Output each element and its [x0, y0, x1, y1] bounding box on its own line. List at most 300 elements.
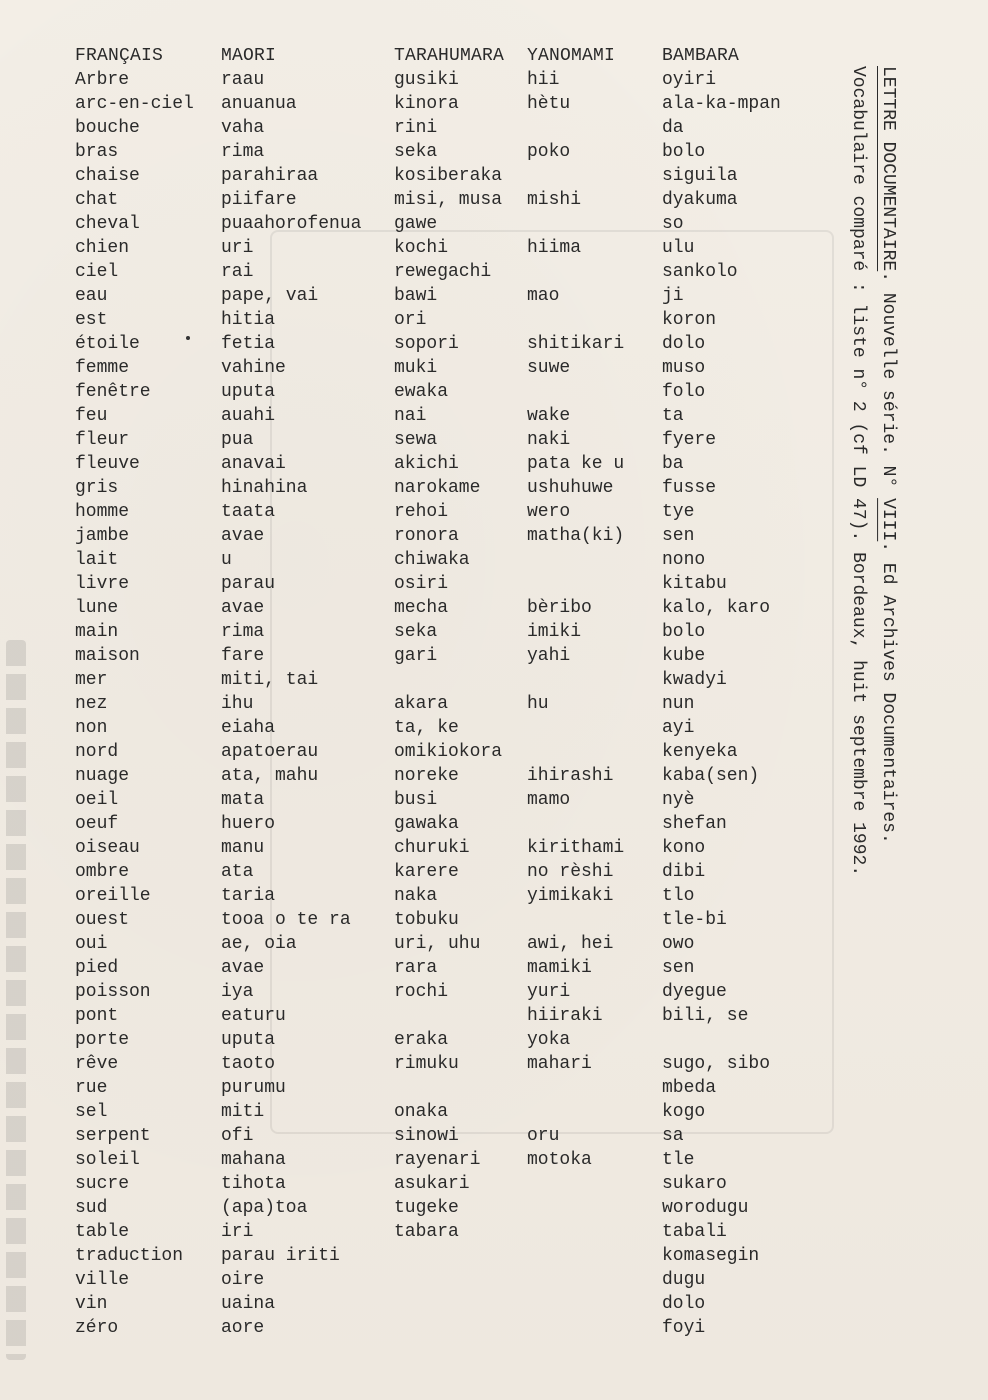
cell-maori: pua — [221, 430, 254, 450]
table-row — [72, 836, 812, 860]
cell-bambara: dyakuma — [662, 190, 738, 210]
cell-yanomami: motoka — [527, 1150, 592, 1170]
cell-bambara: koron — [662, 310, 717, 330]
cell-maori: uputa — [221, 382, 276, 402]
cell-francais: ombre — [75, 862, 130, 882]
cell-francais: nord — [75, 742, 119, 762]
issue-number: VIII — [878, 498, 898, 542]
cell-tarahumara: kinora — [394, 94, 459, 114]
cell-francais: bras — [75, 142, 119, 162]
cell-tarahumara: rochi — [394, 982, 449, 1002]
cell-tarahumara: rayenari — [394, 1150, 481, 1170]
cell-maori: auahi — [221, 406, 276, 426]
table-row — [72, 1004, 812, 1028]
cell-bambara: owo — [662, 934, 695, 954]
cell-bambara: ba — [662, 454, 684, 474]
cell-bambara: muso — [662, 358, 706, 378]
cell-tarahumara: gusiki — [394, 70, 459, 90]
cell-maori: eiaha — [221, 718, 276, 738]
table-row — [72, 116, 812, 140]
cell-francais: chat — [75, 190, 119, 210]
cell-francais: eau — [75, 286, 108, 306]
cell-yanomami: imiki — [527, 622, 582, 642]
cell-francais: bouche — [75, 118, 140, 138]
cell-bambara: sankolo — [662, 262, 738, 282]
table-row — [72, 332, 812, 356]
cell-tarahumara: rimuku — [394, 1054, 459, 1074]
cell-yanomami: mao — [527, 286, 560, 306]
table-row — [72, 572, 812, 596]
cell-maori: iya — [221, 982, 254, 1002]
cell-tarahumara: busi — [394, 790, 438, 810]
cell-francais: arc-en-ciel — [75, 94, 194, 114]
cell-bambara: worodugu — [662, 1198, 749, 1218]
lettre-documentaire-title: LETTRE DOCUMENTAIRE — [878, 66, 898, 272]
cell-francais: livre — [75, 574, 130, 594]
table-row — [72, 308, 812, 332]
side-caption — [840, 66, 900, 996]
table-row — [72, 692, 812, 716]
cell-tarahumara: akara — [394, 694, 449, 714]
cell-tarahumara: ori — [394, 310, 427, 330]
table-row — [72, 284, 812, 308]
cell-maori: avae — [221, 526, 265, 546]
cell-maori: pape, vai — [221, 286, 319, 306]
cell-bambara: tabali — [662, 1222, 727, 1242]
table-row — [72, 1100, 812, 1124]
cell-maori: raau — [221, 70, 265, 90]
cell-francais: rue — [75, 1078, 108, 1098]
table-row — [72, 164, 812, 188]
cell-bambara: tlo — [662, 886, 695, 906]
cell-yanomami: naki — [527, 430, 571, 450]
table-row — [72, 236, 812, 260]
cell-bambara: tye — [662, 502, 695, 522]
cell-maori: puaahorofenua — [221, 214, 362, 234]
cell-yanomami: yahi — [527, 646, 571, 666]
cell-bambara: sugo, sibo — [662, 1054, 771, 1074]
table-row — [72, 620, 812, 644]
cell-bambara: da — [662, 118, 684, 138]
cell-tarahumara: eraka — [394, 1030, 449, 1050]
vocabulary-table — [72, 44, 812, 1340]
cell-bambara: bolo — [662, 142, 706, 162]
cell-francais: jambe — [75, 526, 130, 546]
table-row — [72, 1028, 812, 1052]
cell-francais: vin — [75, 1294, 108, 1314]
cell-tarahumara: onaka — [394, 1102, 449, 1122]
cell-yanomami: suwe — [527, 358, 571, 378]
cell-yanomami: yimikaki — [527, 886, 614, 906]
table-row — [72, 812, 812, 836]
cell-maori: tihota — [221, 1174, 286, 1194]
cell-bambara: shefan — [662, 814, 727, 834]
table-row — [72, 1052, 812, 1076]
cell-maori: vahine — [221, 358, 286, 378]
cell-tarahumara: naka — [394, 886, 438, 906]
cell-maori: avae — [221, 598, 265, 618]
cell-tarahumara: ronora — [394, 526, 459, 546]
cell-maori: parahiraa — [221, 166, 319, 186]
cell-tarahumara: sopori — [394, 334, 459, 354]
cell-tarahumara: tugeke — [394, 1198, 459, 1218]
table-row — [72, 404, 812, 428]
cell-francais: fleur — [75, 430, 130, 450]
cell-yanomami: wake — [527, 406, 571, 426]
cell-francais: femme — [75, 358, 130, 378]
cell-bambara: dugu — [662, 1270, 706, 1290]
cell-yanomami: pata ke u — [527, 454, 625, 474]
cell-maori: uri — [221, 238, 254, 258]
cell-bambara: dolo — [662, 1294, 706, 1314]
cell-francais: sud — [75, 1198, 108, 1218]
table-row — [72, 452, 812, 476]
cell-maori: hitia — [221, 310, 276, 330]
cell-maori: mata — [221, 790, 265, 810]
cell-maori: hinahina — [221, 478, 308, 498]
cell-maori: fetia — [221, 334, 276, 354]
cell-yanomami: yoka — [527, 1030, 571, 1050]
publisher-text: . Ed Archives Documentaires. — [878, 541, 898, 844]
header-maori: MAORI — [221, 46, 277, 66]
cell-tarahumara: rara — [394, 958, 438, 978]
cell-bambara: nyè — [662, 790, 695, 810]
cell-maori: vaha — [221, 118, 265, 138]
cell-francais: oeuf — [75, 814, 119, 834]
cell-maori: huero — [221, 814, 276, 834]
cell-tarahumara: rini — [394, 118, 438, 138]
cell-bambara: tle — [662, 1150, 695, 1170]
cell-bambara: komasegin — [662, 1246, 760, 1266]
cell-tarahumara: gari — [394, 646, 438, 666]
cell-maori: ofi — [221, 1126, 254, 1146]
table-row — [72, 1124, 812, 1148]
cell-maori: (apa)toa — [221, 1198, 308, 1218]
table-row — [72, 1244, 812, 1268]
cell-tarahumara: bawi — [394, 286, 438, 306]
table-row — [72, 380, 812, 404]
cell-francais: ville — [75, 1270, 130, 1290]
cell-yanomami: oru — [527, 1126, 560, 1146]
faded-vertical-watermark — [6, 640, 26, 1360]
cell-maori: parau — [221, 574, 276, 594]
cell-bambara: kube — [662, 646, 706, 666]
cell-bambara: dolo — [662, 334, 706, 354]
table-row — [72, 188, 812, 212]
cell-bambara: kitabu — [662, 574, 727, 594]
cell-bambara: fusse — [662, 478, 717, 498]
cell-maori: u — [221, 550, 232, 570]
cell-francais: serpent — [75, 1126, 151, 1146]
table-row — [72, 212, 812, 236]
cell-francais: fenêtre — [75, 382, 151, 402]
cell-bambara: kalo, karo — [662, 598, 771, 618]
cell-yanomami: mamiki — [527, 958, 592, 978]
table-row — [72, 884, 812, 908]
cell-tarahumara: omikiokora — [394, 742, 503, 762]
cell-bambara: kaba(sen) — [662, 766, 760, 786]
cell-yanomami: shitikari — [527, 334, 625, 354]
cell-bambara: so — [662, 214, 684, 234]
cell-bambara: sen — [662, 526, 695, 546]
cell-francais: oui — [75, 934, 108, 954]
cell-bambara: sa — [662, 1126, 684, 1146]
cell-francais: maison — [75, 646, 140, 666]
cell-tarahumara: osiri — [394, 574, 449, 594]
cell-francais: non — [75, 718, 108, 738]
cell-yanomami: hu — [527, 694, 549, 714]
cell-francais: homme — [75, 502, 130, 522]
table-row — [72, 764, 812, 788]
cell-maori: taata — [221, 502, 276, 522]
cell-tarahumara: uri, uhu — [394, 934, 481, 954]
cell-tarahumara: noreke — [394, 766, 459, 786]
header-tarahumara: TARAHUMARA — [394, 46, 505, 66]
side-caption-line-2: Vocabulaire comparé : liste n° 2 (cf LD 47). Bordeaux, huit septembre 1992. — [848, 66, 868, 877]
cell-tarahumara: sewa — [394, 430, 438, 450]
cell-bambara: ji — [662, 286, 684, 306]
table-row — [72, 932, 812, 956]
table-row — [72, 92, 812, 116]
table-row — [72, 1220, 812, 1244]
cell-tarahumara: rewegachi — [394, 262, 492, 282]
cell-maori: miti, tai — [221, 670, 319, 690]
cell-francais: feu — [75, 406, 108, 426]
cell-tarahumara: gawaka — [394, 814, 459, 834]
cell-francais: gris — [75, 478, 119, 498]
series-text: . Nouvelle série. N° — [878, 271, 898, 499]
cell-maori: taoto — [221, 1054, 276, 1074]
cell-bambara: tle-bi — [662, 910, 727, 930]
table-row — [72, 596, 812, 620]
cell-francais: main — [75, 622, 119, 642]
cell-maori: uaina — [221, 1294, 276, 1314]
cell-maori: avae — [221, 958, 265, 978]
cell-francais: Arbre — [75, 70, 130, 90]
cell-tarahumara: seka — [394, 142, 438, 162]
cell-tarahumara: sinowi — [394, 1126, 459, 1146]
cell-francais: traduction — [75, 1246, 184, 1266]
cell-maori: aore — [221, 1318, 265, 1338]
table-row — [72, 668, 812, 692]
table-row — [72, 860, 812, 884]
table-body — [72, 68, 812, 1340]
table-row — [72, 1196, 812, 1220]
cell-tarahumara: akichi — [394, 454, 459, 474]
cell-tarahumara: ta, ke — [394, 718, 459, 738]
table-row — [72, 356, 812, 380]
cell-maori: miti — [221, 1102, 265, 1122]
cell-francais: pied — [75, 958, 119, 978]
cell-bambara: kogo — [662, 1102, 706, 1122]
cell-bambara: sukaro — [662, 1174, 727, 1194]
cell-francais: zéro — [75, 1318, 119, 1338]
cell-tarahumara: asukari — [394, 1174, 470, 1194]
cell-yanomami: wero — [527, 502, 571, 522]
cell-maori: anavai — [221, 454, 286, 474]
cell-francais: mer — [75, 670, 108, 690]
table-row — [72, 740, 812, 764]
ink-dot — [186, 336, 190, 340]
table-row — [72, 428, 812, 452]
cell-francais: sucre — [75, 1174, 130, 1194]
cell-bambara: sen — [662, 958, 695, 978]
cell-maori: piifare — [221, 190, 297, 210]
cell-yanomami: hiiraki — [527, 1006, 603, 1026]
cell-maori: anuanua — [221, 94, 297, 114]
cell-tarahumara: misi, musa — [394, 190, 503, 210]
cell-maori: rai — [221, 262, 254, 282]
table-row — [72, 1172, 812, 1196]
side-caption-line-1 — [876, 66, 900, 844]
table-row — [72, 68, 812, 92]
cell-francais: chaise — [75, 166, 140, 186]
cell-yanomami: mamo — [527, 790, 571, 810]
cell-yanomami: hiima — [527, 238, 582, 258]
cell-yanomami: no rèshi — [527, 862, 614, 882]
cell-tarahumara: mecha — [394, 598, 449, 618]
table-row — [72, 524, 812, 548]
cell-francais: chien — [75, 238, 130, 258]
cell-francais: pont — [75, 1006, 119, 1026]
cell-bambara: nono — [662, 550, 706, 570]
cell-tarahumara: karere — [394, 862, 459, 882]
table-row — [72, 788, 812, 812]
cell-francais: porte — [75, 1030, 130, 1050]
header-yanomami: YANOMAMI — [527, 46, 616, 66]
cell-tarahumara: churuki — [394, 838, 470, 858]
cell-francais: rêve — [75, 1054, 119, 1074]
cell-bambara: dyegue — [662, 982, 727, 1002]
table-row — [72, 716, 812, 740]
table-row — [72, 1148, 812, 1172]
cell-bambara: ulu — [662, 238, 695, 258]
cell-francais: oiseau — [75, 838, 140, 858]
header-francais: FRANÇAIS — [75, 46, 164, 66]
cell-maori: taria — [221, 886, 276, 906]
cell-francais: nez — [75, 694, 108, 714]
cell-bambara: siguila — [662, 166, 738, 186]
cell-tarahumara: ewaka — [394, 382, 449, 402]
table-header — [72, 44, 812, 68]
cell-maori: ihu — [221, 694, 254, 714]
cell-tarahumara: chiwaka — [394, 550, 470, 570]
cell-maori: parau iriti — [221, 1246, 340, 1266]
cell-tarahumara: nai — [394, 406, 427, 426]
cell-francais: ouest — [75, 910, 130, 930]
cell-maori: mahana — [221, 1150, 286, 1170]
cell-maori: ata — [221, 862, 254, 882]
table-row — [72, 1292, 812, 1316]
cell-francais: fleuve — [75, 454, 140, 474]
cell-maori: ata, mahu — [221, 766, 319, 786]
cell-tarahumara: kosiberaka — [394, 166, 503, 186]
cell-bambara: kono — [662, 838, 706, 858]
cell-yanomami: hii — [527, 70, 560, 90]
cell-yanomami: mahari — [527, 1054, 592, 1074]
cell-maori: purumu — [221, 1078, 286, 1098]
cell-francais: oeil — [75, 790, 119, 810]
cell-tarahumara: kochi — [394, 238, 449, 258]
cell-francais: est — [75, 310, 108, 330]
cell-yanomami: bèribo — [527, 598, 592, 618]
cell-yanomami: matha(ki) — [527, 526, 625, 546]
cell-francais: lune — [75, 598, 119, 618]
cell-bambara: kenyeka — [662, 742, 738, 762]
cell-francais: soleil — [75, 1150, 140, 1170]
cell-bambara: ayi — [662, 718, 695, 738]
table-row — [72, 260, 812, 284]
cell-maori: rima — [221, 142, 265, 162]
cell-maori: tooa o te ra — [221, 910, 351, 930]
cell-tarahumara: gawe — [394, 214, 438, 234]
table-row — [72, 548, 812, 572]
cell-bambara: fyere — [662, 430, 717, 450]
cell-bambara: bolo — [662, 622, 706, 642]
cell-tarahumara: narokame — [394, 478, 481, 498]
table-row — [72, 140, 812, 164]
cell-maori: manu — [221, 838, 265, 858]
cell-maori: eaturu — [221, 1006, 286, 1026]
table-row — [72, 956, 812, 980]
cell-maori: oire — [221, 1270, 265, 1290]
cell-francais: sel — [75, 1102, 108, 1122]
cell-bambara: ala-ka-mpan — [662, 94, 781, 114]
cell-bambara: bili, se — [662, 1006, 749, 1026]
cell-bambara: kwadyi — [662, 670, 727, 690]
cell-bambara: folo — [662, 382, 706, 402]
cell-francais: oreille — [75, 886, 151, 906]
cell-bambara: nun — [662, 694, 695, 714]
table-row — [72, 908, 812, 932]
cell-francais: cheval — [75, 214, 140, 234]
cell-maori: apatoerau — [221, 742, 319, 762]
cell-yanomami: awi, hei — [527, 934, 614, 954]
cell-tarahumara: rehoi — [394, 502, 449, 522]
cell-maori: iri — [221, 1222, 254, 1242]
cell-francais: étoile — [75, 334, 140, 354]
cell-tarahumara: tobuku — [394, 910, 459, 930]
cell-yanomami: yuri — [527, 982, 571, 1002]
table-row — [72, 980, 812, 1004]
cell-francais: ciel — [75, 262, 119, 282]
cell-maori: ae, oia — [221, 934, 297, 954]
table-row — [72, 500, 812, 524]
cell-yanomami: poko — [527, 142, 571, 162]
cell-yanomami: ushuhuwe — [527, 478, 614, 498]
table-row — [72, 1316, 812, 1340]
header-bambara: BAMBARA — [662, 46, 740, 66]
cell-yanomami: hètu — [527, 94, 571, 114]
cell-yanomami: kirithami — [527, 838, 625, 858]
cell-bambara: ta — [662, 406, 684, 426]
cell-yanomami: ihirashi — [527, 766, 614, 786]
table-row — [72, 644, 812, 668]
cell-francais: lait — [75, 550, 119, 570]
table-row — [72, 1268, 812, 1292]
cell-bambara: foyi — [662, 1318, 706, 1338]
cell-tarahumara: muki — [394, 358, 438, 378]
cell-francais: poisson — [75, 982, 151, 1002]
cell-tarahumara: tabara — [394, 1222, 459, 1242]
cell-maori: uputa — [221, 1030, 276, 1050]
cell-maori: fare — [221, 646, 265, 666]
cell-francais: nuage — [75, 766, 130, 786]
cell-maori: rima — [221, 622, 265, 642]
table-row — [72, 476, 812, 500]
cell-bambara: mbeda — [662, 1078, 717, 1098]
cell-tarahumara: seka — [394, 622, 438, 642]
